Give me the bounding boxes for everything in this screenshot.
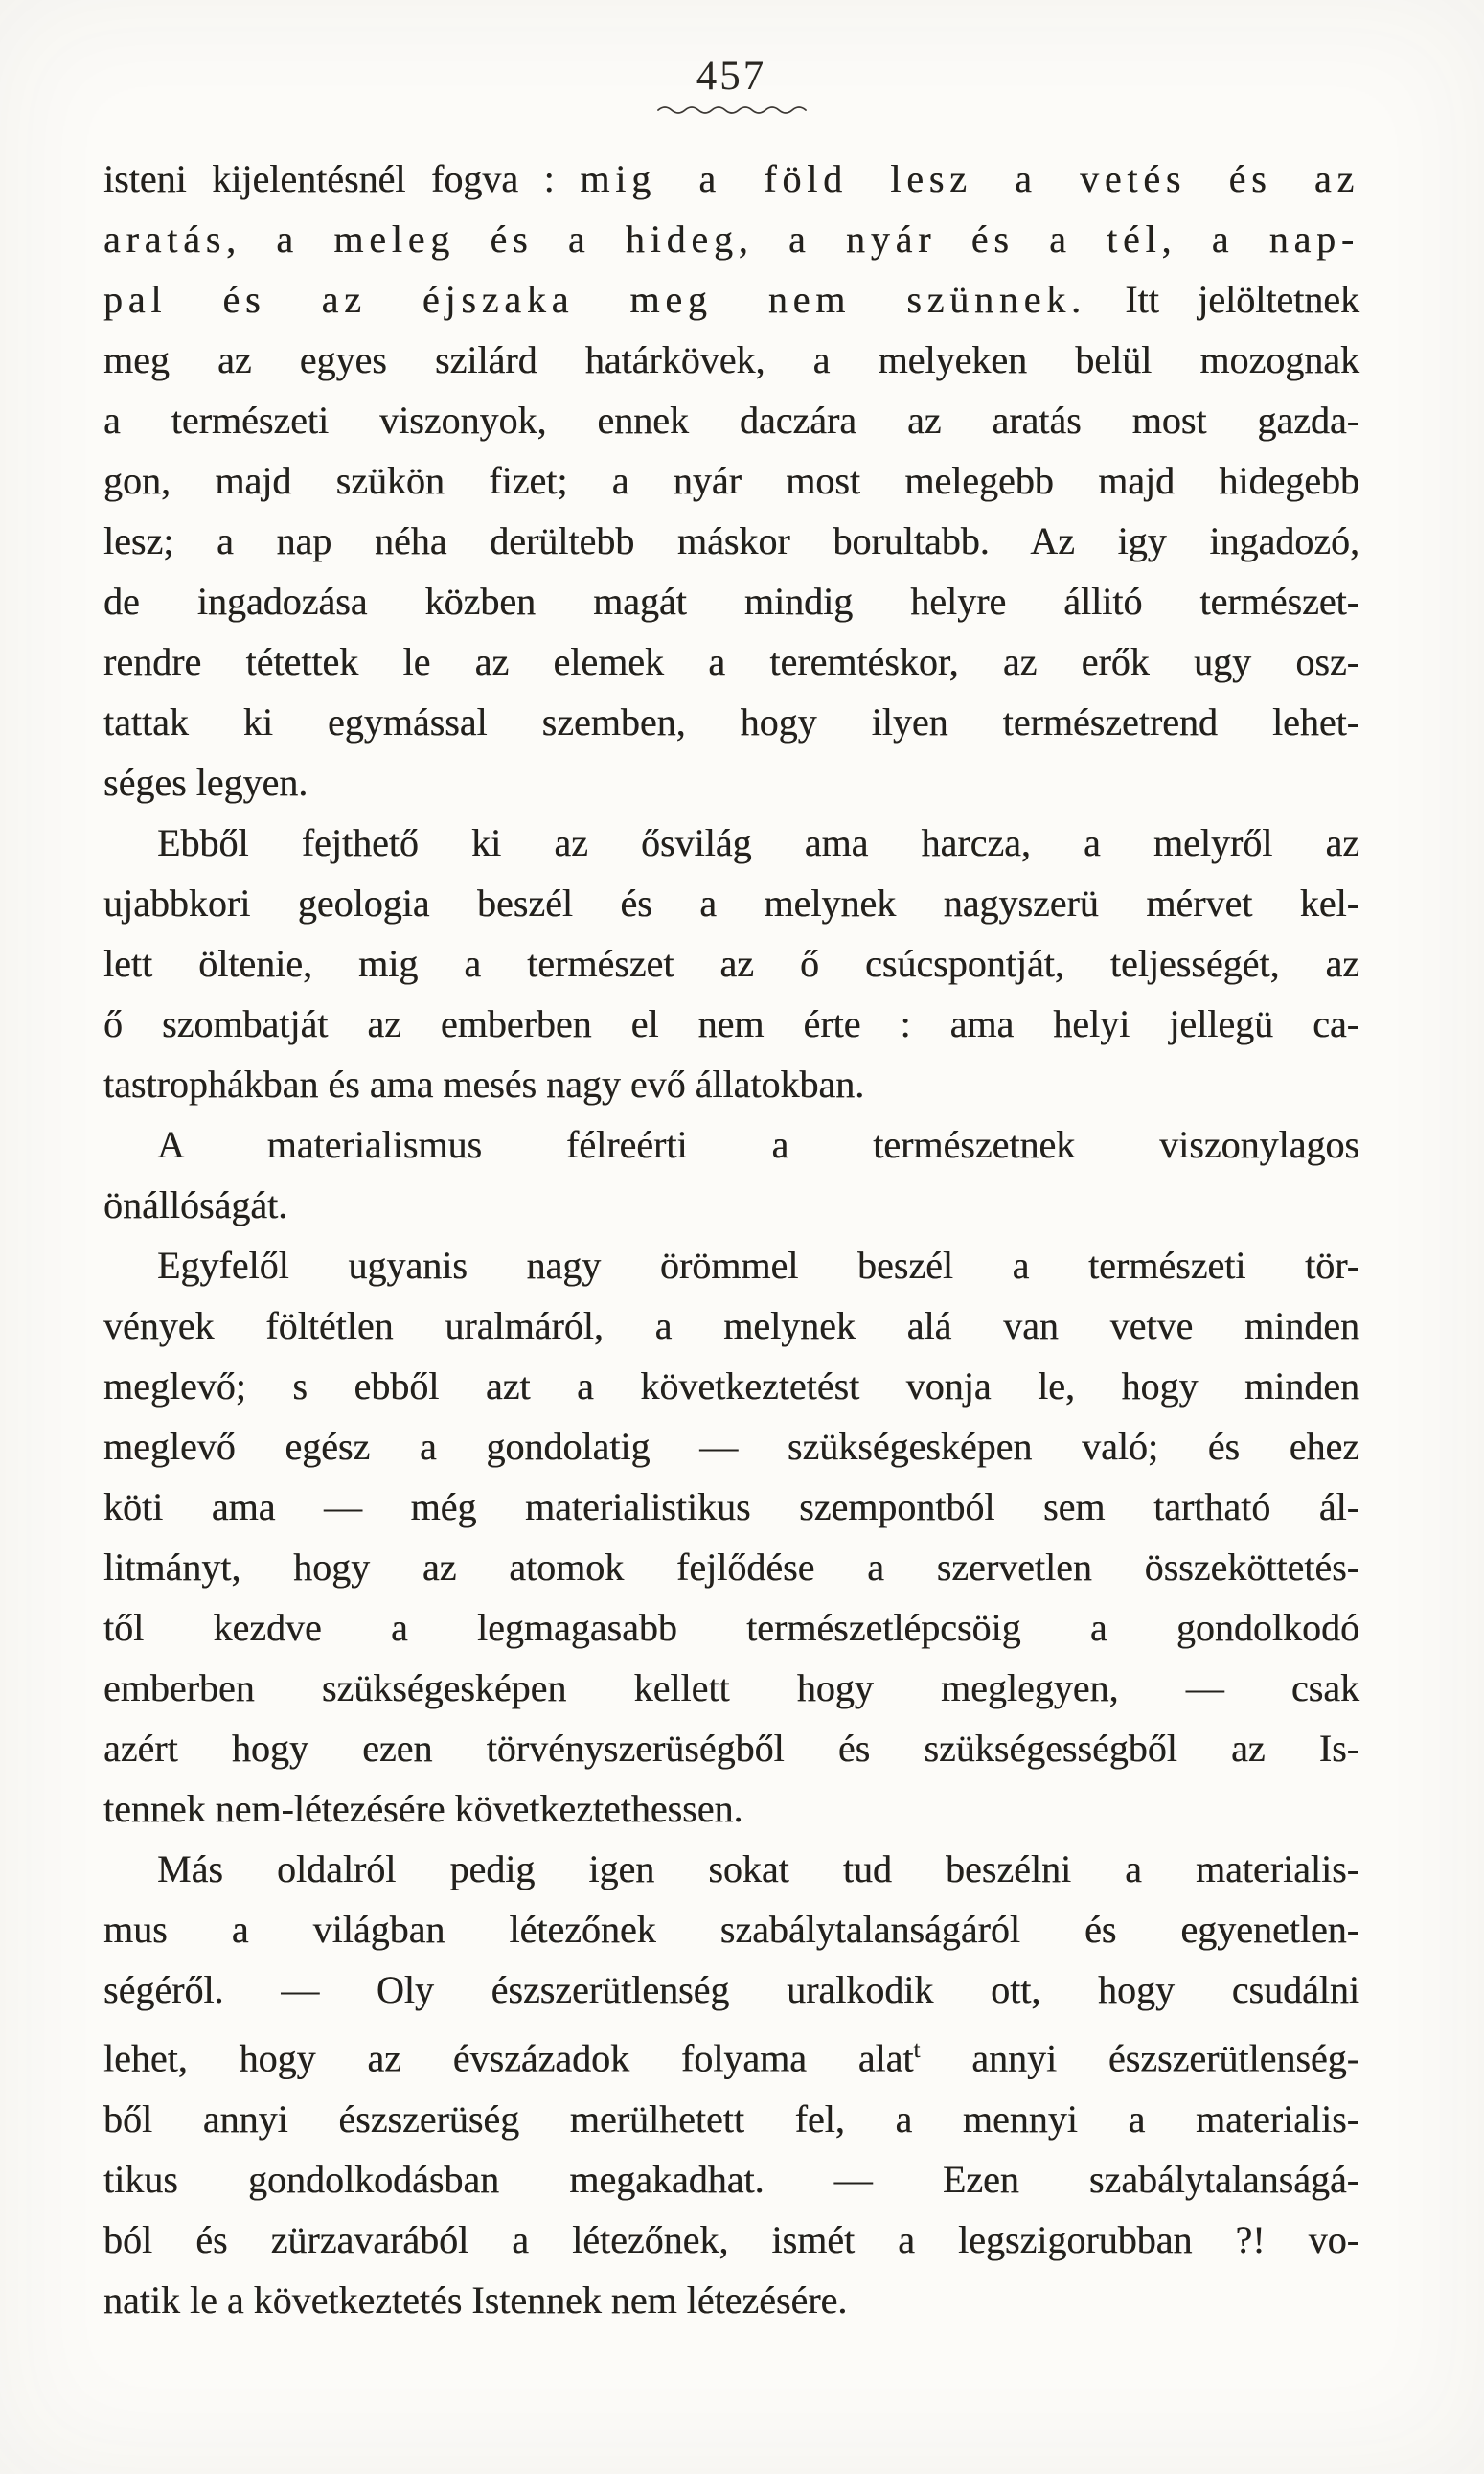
letterspaced-emphasis: mig a föld lesz a vetés és az: [580, 157, 1360, 201]
text-line: [103, 1718, 1359, 1778]
text-segment: isteni kijelentésnél fogva :: [103, 157, 581, 201]
wavy-underline: [656, 103, 808, 116]
text-segment: tattak ki egymással szemben, hogy ilyen természetrend lehet-: [103, 700, 1359, 744]
letterspaced-emphasis: aratás, a meleg és a hideg, a nyár és a tél, a nap-: [103, 218, 1359, 262]
text-segment: tennek nem-létezésére következtethessen.: [103, 1787, 743, 1831]
text-line: [103, 1658, 1359, 1718]
text-segment: meg az egyes szilárd határkövek, a melyeken belül mozognak: [103, 338, 1359, 382]
text-line: [103, 1416, 1359, 1477]
text-segment: mus a világban létezőnek szabálytalanságáról és egyenetlen-: [103, 1908, 1359, 1952]
text-line: [103, 269, 1359, 330]
text-segment: annyi észszerütlenség-: [920, 2036, 1359, 2080]
page-number: 457: [696, 54, 767, 99]
text-line: [103, 209, 1359, 269]
text-segment: séges legyen.: [103, 761, 308, 805]
text-line: [103, 933, 1359, 994]
text-segment: Itt jelöltetnek: [1085, 278, 1360, 322]
text-line: [103, 2020, 1359, 2088]
text-line: [103, 692, 1359, 752]
text-line: [103, 1477, 1359, 1537]
text-line: [103, 2149, 1359, 2210]
text-segment: ő szombatját az emberben el nem érte : ama helyi jellegü ca-: [103, 1002, 1359, 1046]
text-line: [103, 1537, 1359, 1597]
text-line: [103, 1959, 1359, 2020]
text-line: [103, 571, 1359, 631]
text-segment: gon, majd szükön fizet; a nyár most melegebb majd hidegebb: [103, 459, 1359, 503]
text-line: [103, 1175, 1359, 1235]
text-segment: meglevő; s ebből azt a következtetést vonja le, hogy minden: [103, 1364, 1359, 1409]
text-segment: Más oldalról pedig igen sokat tud beszélni a materialis-: [157, 1847, 1359, 1891]
text-line: [103, 330, 1359, 390]
text-segment: ből annyi észszerüség merülhetett fel, a mennyi a materialis-: [103, 2096, 1359, 2141]
text-segment: lett öltenie, mig a természet az ő csúcspontját, teljességét, az: [103, 942, 1359, 986]
text-line: [103, 1778, 1359, 1839]
text-line: [103, 1054, 1359, 1114]
text-line: [103, 450, 1359, 511]
text-line: [103, 2270, 1359, 2330]
text-segment: ból és zürzavarából a létezőnek, ismét a legszigorubban ?! vo-: [103, 2217, 1359, 2261]
text-line: [103, 1356, 1359, 1416]
text-block: [103, 149, 1359, 2329]
text-segment: de ingadozása közben magát mindig helyre állitó természet-: [103, 580, 1359, 624]
text-segment: natik le a következtetés Istennek nem létezésére.: [103, 2278, 848, 2322]
text-line: [103, 1295, 1359, 1356]
text-segment: től kezdve a legmagasabb természetlépcsöig a gondolkodó: [103, 1606, 1359, 1650]
text-segment: önállóságát.: [103, 1183, 288, 1227]
text-segment: rendre tétettek le az elemek a teremtéskor, az erők ugy osz-: [103, 640, 1359, 684]
text-segment: litmányt, hogy az atomok fejlődése a szervetlen összeköttetés-: [103, 1546, 1359, 1590]
text-segment: ujabbkori geologia beszél és a melynek nagyszerü mérvet kel-: [103, 882, 1359, 926]
page-header: [103, 54, 1359, 116]
text-line: [103, 149, 1359, 209]
text-line: [103, 1597, 1359, 1658]
text-line: [103, 390, 1359, 450]
text-line: [103, 2210, 1359, 2270]
letterspaced-emphasis: pal és az éjszaka meg nem szünnek.: [103, 278, 1086, 322]
text-line: [103, 1114, 1359, 1175]
text-segment: lehet, hogy az évszázadok folyama alat: [103, 2036, 914, 2080]
text-segment: tikus gondolkodásban megakadhat. — Ezen szabálytalanságá-: [103, 2157, 1359, 2201]
text-segment: vények föltétlen uralmáról, a melynek alá van vetve minden: [103, 1304, 1359, 1348]
text-line: [103, 873, 1359, 933]
text-line: [103, 752, 1359, 813]
text-line: [103, 511, 1359, 571]
text-segment: Ebből fejthető ki az ősvilág ama harcza, a melyről az: [157, 821, 1359, 865]
text-line: [103, 994, 1359, 1054]
text-segment: ségéről. — Oly észszerütlenség uralkodik ott, hogy csudálni: [103, 1968, 1359, 2012]
text-segment: meglevő egész a gondolatig — szükségesképen való; és ehez: [103, 1425, 1359, 1469]
text-line: [103, 1899, 1359, 1959]
text-segment: köti ama — még materialistikus szempontból sem tartható ál-: [103, 1485, 1359, 1529]
text-segment: emberben szükségesképen kellett hogy meglegyen, — csak: [103, 1666, 1359, 1710]
text-line: [103, 2089, 1359, 2149]
superscript-text: t: [913, 2037, 921, 2064]
text-line: [103, 1235, 1359, 1295]
text-segment: lesz; a nap néha derültebb máskor borultabb. Az igy ingadozó,: [103, 519, 1359, 563]
text-segment: Egyfelől ugyanis nagy örömmel beszél a természeti tör-: [157, 1244, 1359, 1288]
text-segment: a természeti viszonyok, ennek daczára az aratás most gazda-: [103, 399, 1359, 443]
text-line: [103, 631, 1359, 692]
text-segment: tastrophákban és ama mesés nagy evő állatokban.: [103, 1063, 865, 1107]
text-segment: A materialismus félreérti a természetnek viszonylagos: [157, 1123, 1359, 1167]
text-line: [103, 1839, 1359, 1899]
text-segment: azért hogy ezen törvényszerüségből és szükségességből az Is-: [103, 1727, 1359, 1771]
text-line: [103, 813, 1359, 873]
